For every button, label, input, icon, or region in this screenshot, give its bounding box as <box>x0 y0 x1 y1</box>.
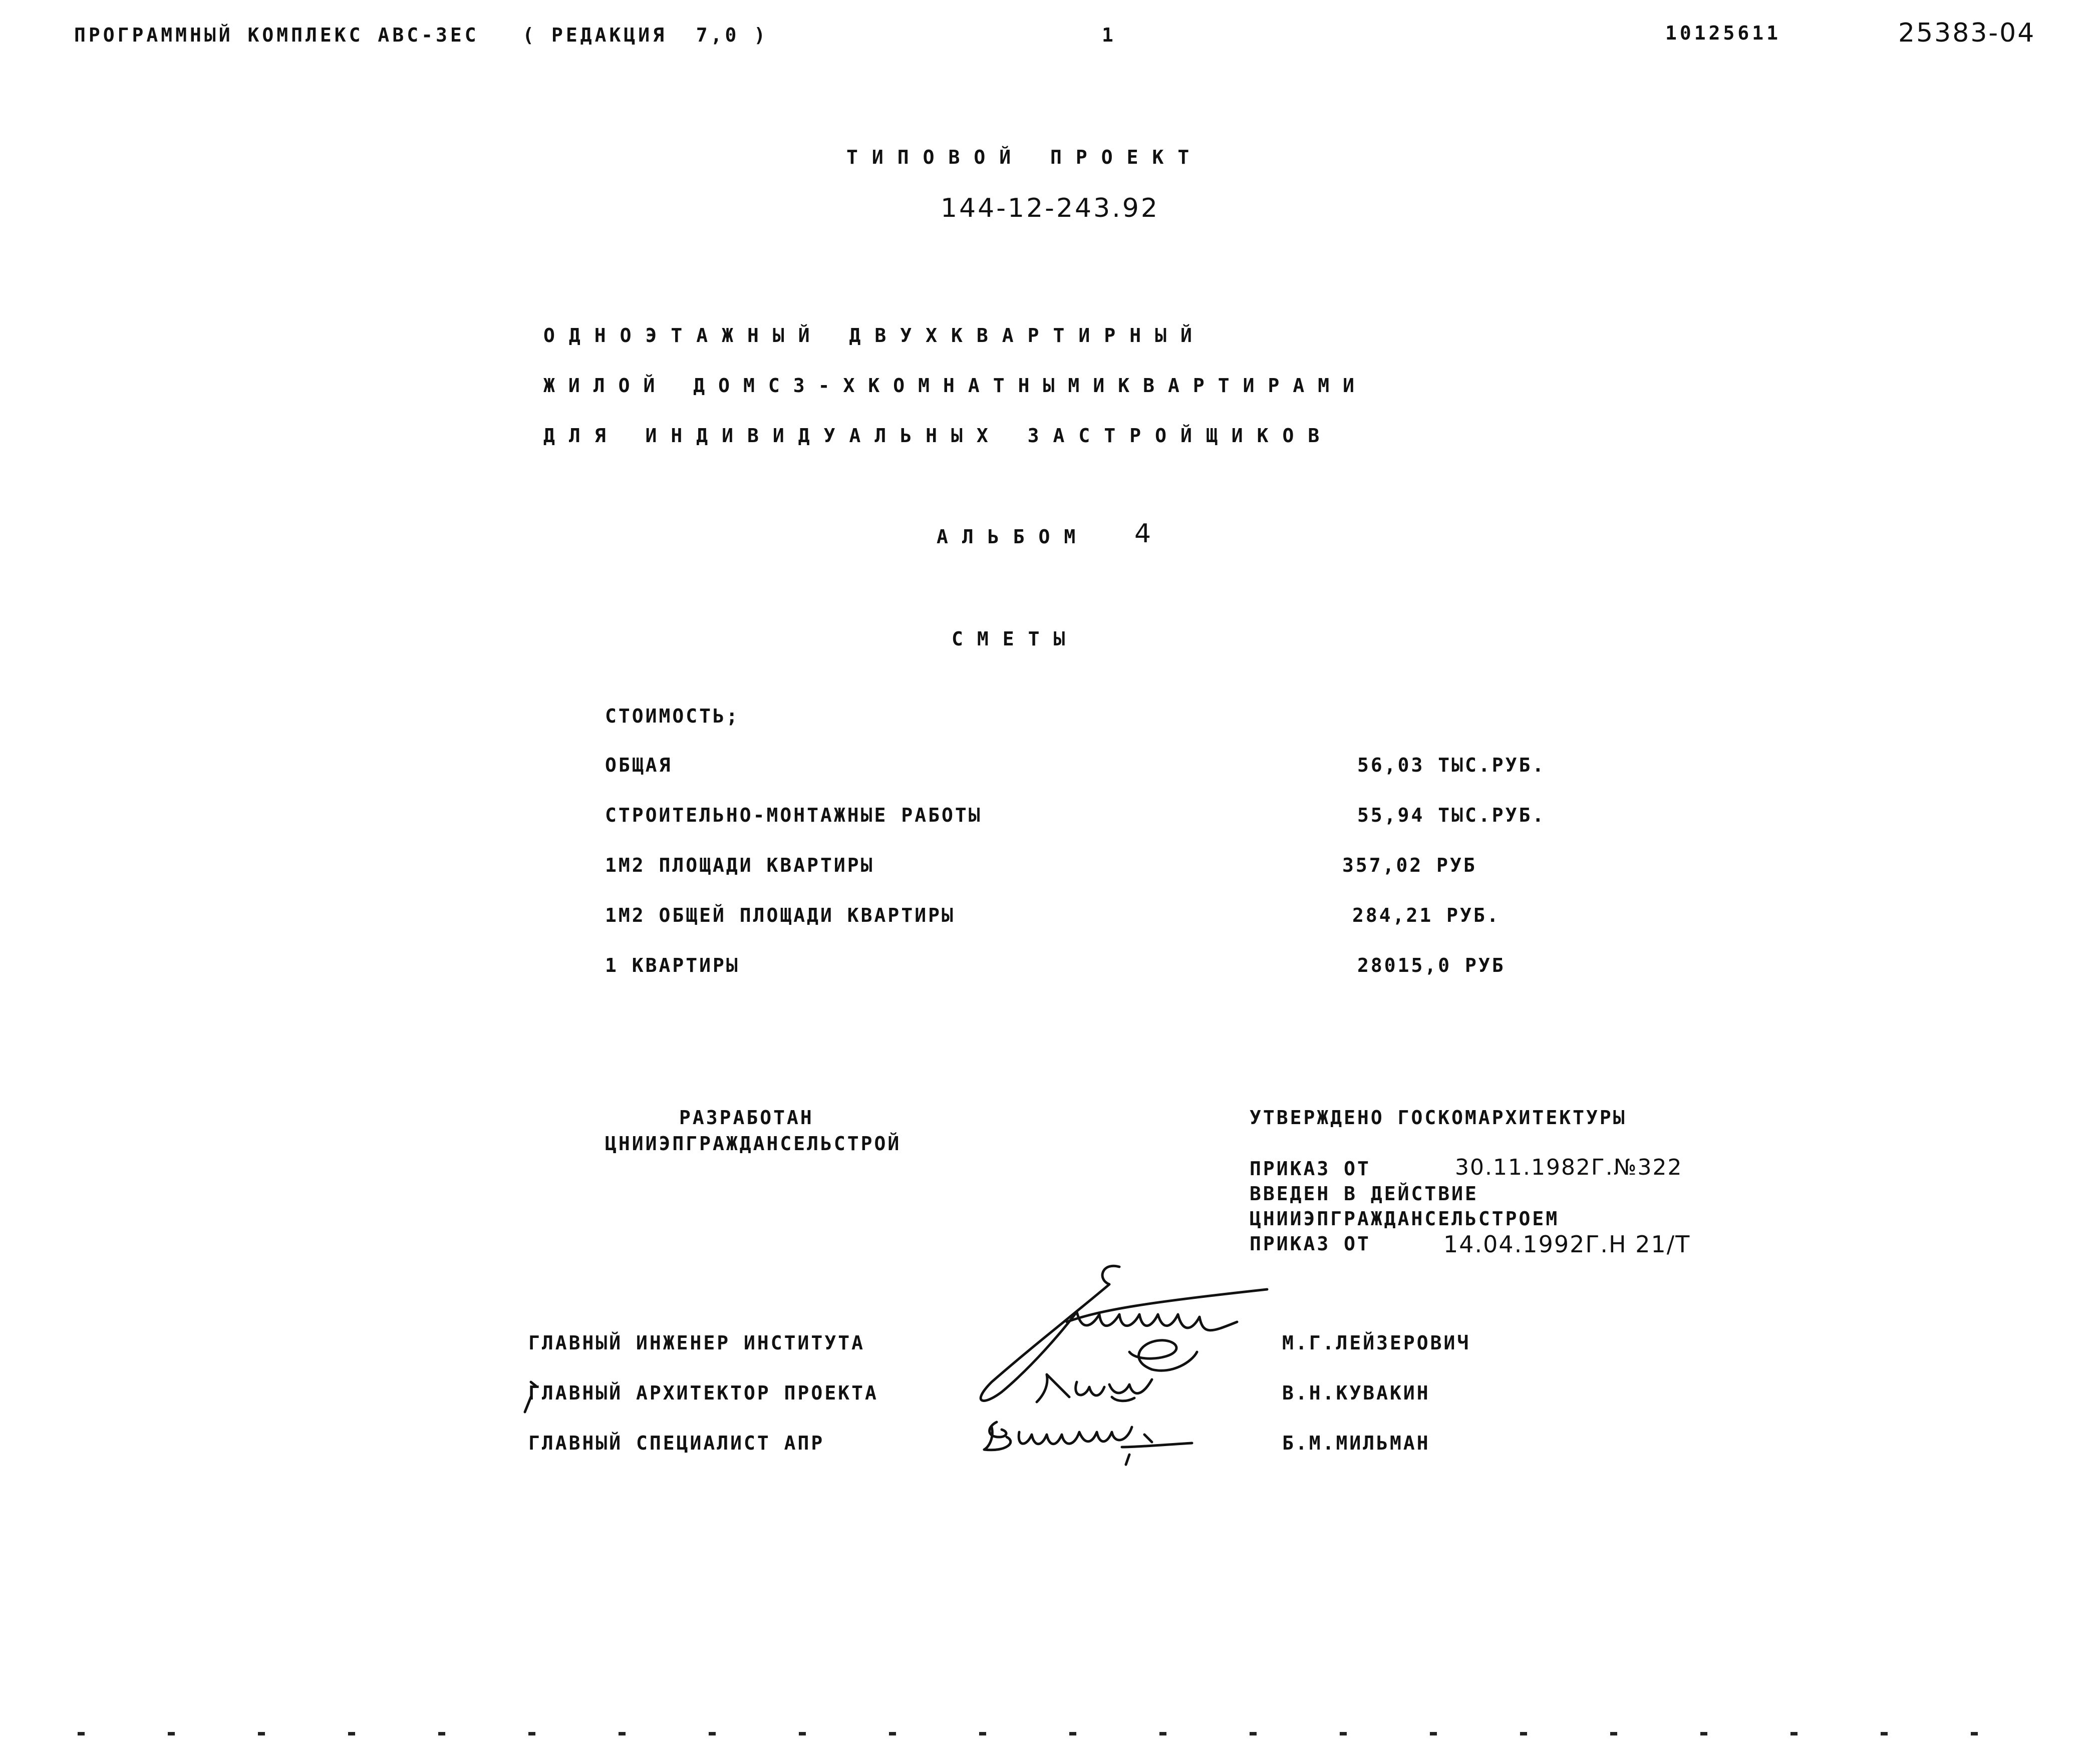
album-label: АЛЬБОМ <box>937 526 1090 548</box>
enacted-org: ЦНИИЭПГРАЖДАНСЕЛЬСТРОЕМ <box>1250 1208 1560 1230</box>
perforation-mark <box>1790 1732 1797 1735</box>
signatory-name: М.Г.ЛЕЙЗЕРОВИЧ <box>1282 1332 1471 1354</box>
perforation-mark <box>528 1732 535 1735</box>
order2-label: ПРИКАЗ ОТ <box>1250 1233 1371 1255</box>
perforation-mark <box>348 1732 355 1735</box>
page-number: 1 <box>1102 24 1115 46</box>
perforation-mark <box>438 1732 445 1735</box>
perforation-mark <box>1700 1732 1707 1735</box>
cost-label: 1М2 ОБЩЕЙ ПЛОЩАДИ КВАРТИРЫ <box>605 904 955 926</box>
perforation-mark <box>619 1732 626 1735</box>
title-line-3: ДЛЯ ИНДИВИДУАЛЬНЫХ ЗАСТРОЙЩИКОВ <box>543 425 1334 447</box>
signatory-role: ГЛАВНЫЙ АРХИТЕКТОР ПРОЕКТА <box>528 1382 878 1404</box>
title-line-1: ОДНОЭТАЖНЫЙ ДВУХКВАРТИРНЫЙ <box>543 324 1206 346</box>
perforation-mark <box>1881 1732 1888 1735</box>
perforation-mark <box>1520 1732 1527 1735</box>
signatory-role: ГЛАВНЫЙ СПЕЦИАЛИСТ АПР <box>528 1432 825 1454</box>
cost-value: 28015,0 РУБ <box>1357 954 1506 976</box>
enacted-label: ВВЕДЕН В ДЕЙСТВИЕ <box>1250 1183 1478 1205</box>
perforation-mark <box>979 1732 986 1735</box>
perforation-mark <box>1971 1732 1978 1735</box>
cost-label: ОБЩАЯ <box>605 754 673 776</box>
perforation-mark <box>889 1732 896 1735</box>
cost-value: 56,03 ТЫС.РУБ. <box>1357 754 1546 776</box>
order1-value: 30.11.1982Г.№322 <box>1455 1155 1683 1180</box>
cost-value: 55,94 ТЫС.РУБ. <box>1357 804 1546 826</box>
perforation-mark <box>1340 1732 1347 1735</box>
perforation-mark <box>1610 1732 1617 1735</box>
cost-heading: СТОИМОСТЬ; <box>605 705 740 727</box>
perforation-mark <box>1430 1732 1437 1735</box>
document-code: 10125611 <box>1665 22 1781 44</box>
signatory-role: ГЛАВНЫЙ ИНЖЕНЕР ИНСТИТУТА <box>528 1332 865 1354</box>
program-header: ПРОГРАММНЫЙ КОМПЛЕКС АВС-3ЕС ( РЕДАКЦИЯ 7,0 ) <box>74 24 769 46</box>
developed-org: ЦНИИЭПГРАЖДАНСЕЛЬСТРОЙ <box>605 1133 902 1155</box>
order2-value: 14.04.1992Г.Н 21/Т <box>1443 1231 1691 1258</box>
section-title: СМЕТЫ <box>952 628 1079 650</box>
perforation-mark <box>78 1732 85 1735</box>
perforation-mark <box>168 1732 175 1735</box>
project-type-label: ТИПОВОЙ ПРОЕКТ <box>846 146 1204 168</box>
cost-label: 1М2 ПЛОЩАДИ КВАРТИРЫ <box>605 854 874 876</box>
archive-number: 25383-04 <box>1898 18 2036 48</box>
approved-by: УТВЕРЖДЕНО ГОСКОМАРХИТЕКТУРЫ <box>1250 1107 1627 1129</box>
cost-label: 1 КВАРТИРЫ <box>605 954 740 976</box>
project-number: 144-12-243.92 <box>941 193 1159 223</box>
perforation-mark <box>258 1732 265 1735</box>
perforation-mark <box>1159 1732 1166 1735</box>
signatory-name: В.Н.КУВАКИН <box>1282 1382 1430 1404</box>
perforation-mark <box>799 1732 806 1735</box>
developed-label: РАЗРАБОТАН <box>679 1107 814 1129</box>
cost-label: СТРОИТЕЛЬНО-МОНТАЖНЫЕ РАБОТЫ <box>605 804 982 826</box>
title-line-2: ЖИЛОЙ ДОМС3-ХКОМНАТНЫМИКВАРТИРАМИ <box>543 375 1368 397</box>
signatory-name: Б.М.МИЛЬМАН <box>1282 1432 1430 1454</box>
perforation-mark <box>1069 1732 1076 1735</box>
perforation-mark <box>709 1732 716 1735</box>
cost-value: 357,02 РУБ <box>1342 854 1477 876</box>
album-number: 4 <box>1134 519 1153 549</box>
perforation-mark <box>1250 1732 1257 1735</box>
order1-label: ПРИКАЗ ОТ <box>1250 1158 1371 1180</box>
cost-value: 284,21 РУБ. <box>1352 904 1501 926</box>
